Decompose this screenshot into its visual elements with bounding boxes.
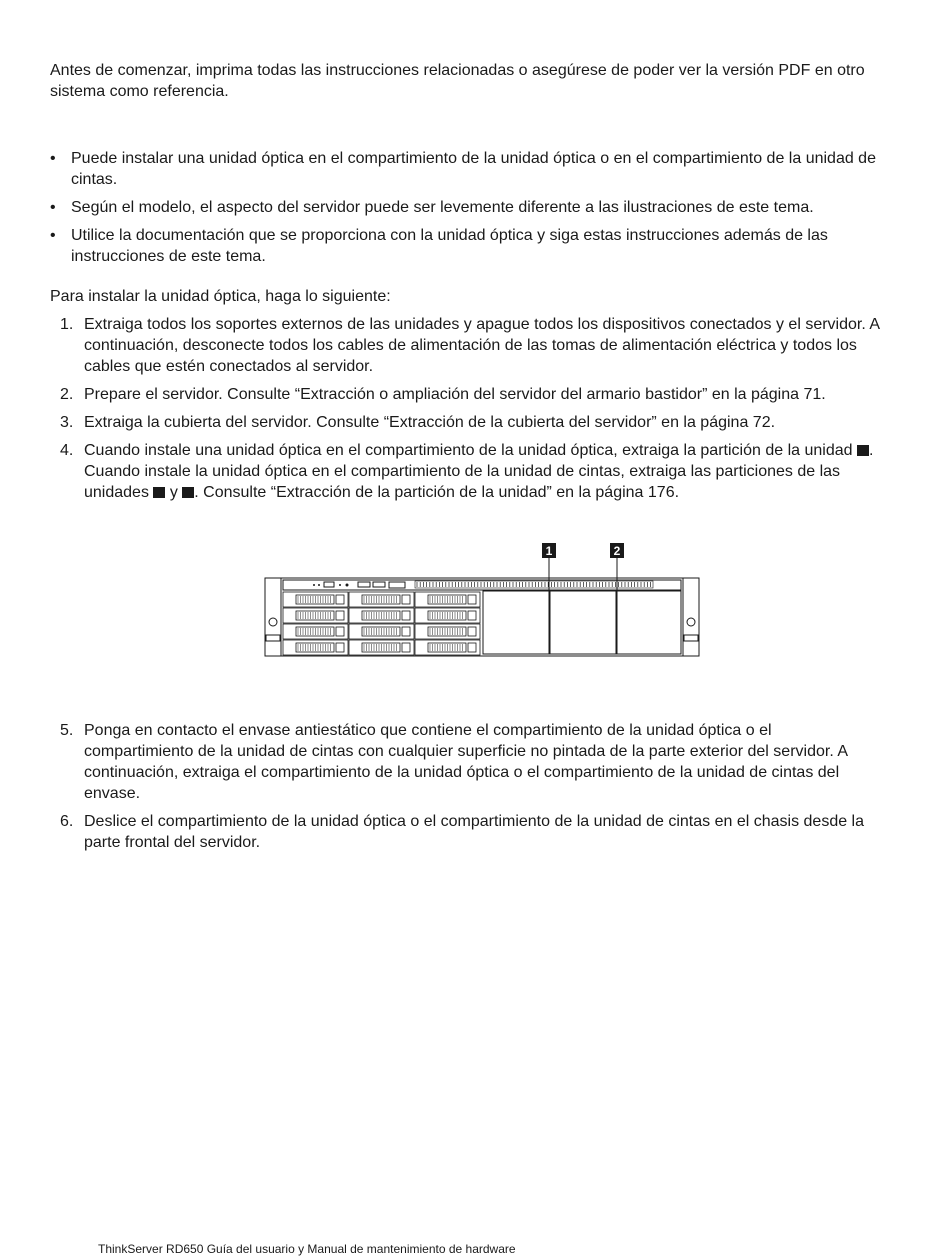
callout-square-icon bbox=[153, 487, 165, 498]
steps-list-1 bbox=[50, 314, 880, 510]
page-footer: ThinkServer RD650 Guía del usuario y Manual de mantenimiento de hardware bbox=[98, 1242, 516, 1256]
intro-paragraph: Antes de comenzar, imprima todas las instrucciones relacionadas o asegúrese de poder ver la versión PDF en otro sistema como referencia. bbox=[50, 62, 865, 100]
server-front-illustration bbox=[262, 538, 702, 660]
list-item: • Según el modelo, el aspecto del servidor puede ser levemente diferente a las ilustraciones de este tema. bbox=[50, 199, 814, 216]
callout-2-label: 2 bbox=[613, 544, 621, 558]
bullet-icon: • bbox=[50, 227, 56, 244]
step-5: 5. Ponga en contacto el envase antiestático que contiene el compartimiento de la unidad óptica o el compartimiento de la unidad de cintas con cualquier superficie no pintada de la parte exterior del servidor. A continuación, extraiga el compartimiento de la unidad óptica o el compartimiento de la unidad de cintas del envase. bbox=[60, 722, 848, 802]
list-item: • Puede instalar una unidad óptica en el compartimiento de la unidad óptica o en el compartimiento de la unidad de cintas. bbox=[50, 150, 876, 188]
step-1: 1. Extraiga todos los soportes externos de las unidades y apague todos los dispositivos conectados y el servidor. A continuación, desconecte todos los cables de alimentación de las tomas de alimentación eléctrica y todos los cables que estén conectados al servidor. bbox=[60, 316, 880, 375]
bullet-icon: • bbox=[50, 150, 56, 167]
step-6: 6. Deslice el compartimiento de la unidad óptica o el compartimiento de la unidad de cintas en el chasis desde la parte frontal del servidor. bbox=[60, 813, 865, 851]
step-3: 3. Extraiga la cubierta del servidor. Consulte “Extracción de la cubierta del servidor” en la página 72. bbox=[60, 414, 776, 431]
step-4: 4. Cuando instale una unidad óptica en el compartimiento de la unidad óptica, extraiga la partición de la unidad . Cuando instale la unidad óptica en el compartimiento de la unidad de cintas, extraiga las particiones de las unidades y . Consulte “Extracción de la partición de la unidad” en la página 176. bbox=[60, 442, 874, 501]
callout-2 bbox=[610, 543, 624, 558]
notes-list bbox=[50, 148, 880, 274]
callout-1-label: 1 bbox=[545, 544, 553, 558]
list-item: • Utilice la documentación que se proporciona con la unidad óptica y siga estas instrucciones además de las instrucciones de este tema. bbox=[50, 227, 828, 265]
procedure-lead: Para instalar la unidad óptica, haga lo siguiente: bbox=[50, 288, 391, 305]
step-2: 2. Prepare el servidor. Consulte “Extracción o ampliación del servidor del armario bastidor” en la página 71. bbox=[60, 386, 826, 403]
callout-square-icon bbox=[857, 445, 869, 456]
callout-square-icon bbox=[182, 487, 194, 498]
steps-list-2 bbox=[50, 720, 880, 860]
callout-1 bbox=[542, 543, 556, 558]
bullet-icon: • bbox=[50, 199, 56, 216]
